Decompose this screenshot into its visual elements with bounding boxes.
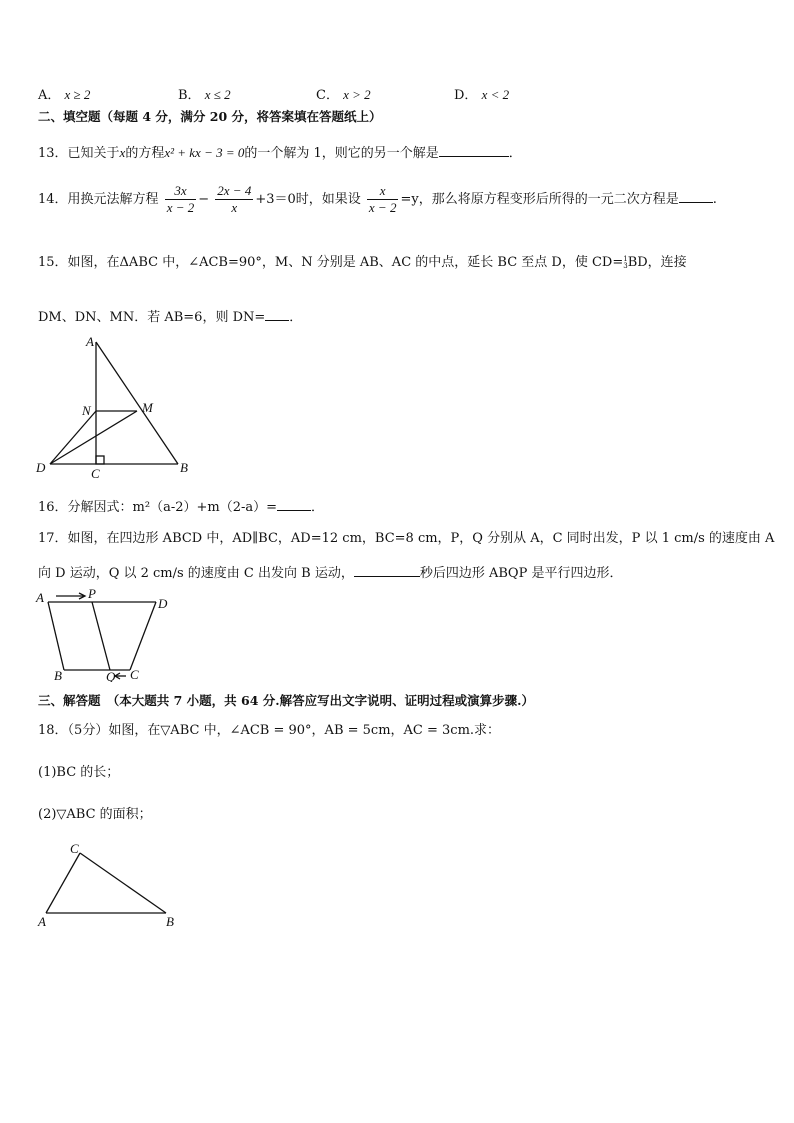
option-d: D． x < 2	[454, 87, 510, 103]
segment-ac	[46, 853, 80, 913]
question-17-line2: 向 D 运动，Q 以 2 cm/s 的速度由 C 出发向 B 运动， 秒后四边形 ABQP 是平行四边形．	[38, 562, 622, 583]
label-a: A	[38, 914, 46, 929]
segment-ab	[96, 342, 178, 464]
fraction: $\frac{2x - 4}{x}$	[217, 183, 252, 215]
question-13: 13．已知关于x的方程x² + kx − 3 = 0的一个解为 1，则它的另一个解是 ．	[38, 142, 522, 163]
right-angle-mark	[96, 456, 104, 464]
label-c: C	[70, 841, 79, 856]
label-b: B	[54, 668, 62, 682]
label-q: Q	[106, 669, 116, 682]
fraction: $\frac{x}{x - 2}$	[368, 183, 397, 215]
segment-ab	[48, 602, 64, 670]
question-14: 14．用换元法解方程 $\frac{3x}{x - 2}$ − $\frac{2x - 4}{x}$ +3＝0时，如果设 $\frac{x}{x - 2}$ =y，那么将原方程变形后所得的一元二次方程是 .	[38, 183, 717, 215]
segment-pq	[92, 602, 110, 670]
trapezoid-figure-17	[30, 586, 180, 682]
segment-dm	[50, 411, 137, 464]
section3-title: 三、解答题 （本大题共 7 小题，共 64 分.解答应写出文字说明、证明过程或演算步骤.）	[38, 693, 534, 708]
label-d: D	[36, 460, 46, 475]
segment-dc	[130, 602, 156, 670]
segment-dn	[50, 411, 96, 464]
answer-blank	[277, 496, 311, 511]
label-d: D	[158, 596, 168, 611]
section2-title: 二、填空题（每题 4 分，满分 20 分，将答案填在答题纸上）	[38, 109, 382, 124]
label-n: N	[82, 403, 91, 418]
question-18-line1: 18．（5分）如图，在▽ABC 中，∠ACB = 90°，AB = 5cm，AC = 3cm.求：	[38, 723, 501, 738]
label-a: A	[86, 334, 94, 349]
option-c: C． x > 2	[316, 87, 371, 103]
label-c: C	[130, 667, 139, 682]
fraction: $\frac{3x}{x - 2}$	[166, 183, 195, 215]
label-c: C	[91, 466, 100, 480]
triangle-figure-18	[34, 838, 184, 930]
question-15-line2: DM、DN、MN．若 AB=6，则 DN= ．	[38, 306, 302, 327]
label-m: M	[142, 400, 153, 415]
segment-cb	[80, 853, 166, 913]
question-15-line1: 15．如图，在ΔABC 中，∠ACB=90°，M、N 分别是 AB、AC 的中点，延长 BC 至点 D，使 CD= 1 3 BD，连接	[38, 254, 687, 270]
label-a: A	[36, 590, 44, 605]
label-b: B	[180, 460, 188, 475]
label-p: P	[88, 586, 96, 601]
answer-blank	[354, 562, 420, 577]
question-16: 16．分解因式：m²（a-2）+m（2-a）= ．	[38, 496, 324, 517]
answer-blank	[679, 188, 713, 203]
answer-blank	[439, 142, 509, 157]
question-18-part1: (1)BC 的长；	[38, 765, 120, 780]
triangle-figure-15	[30, 334, 200, 480]
question-18-part2: (2)▽ABC 的面积；	[38, 807, 152, 822]
option-a: A． x ≥ 2	[38, 87, 91, 103]
question-17-line1: 17．如图，在四边形 ABCD 中，AD∥BC，AD=12 cm，BC=8 cm，P，Q 分别从 A，C 同时出发，P 以 1 cm/s 的速度由 A	[38, 531, 775, 546]
option-b: B． x ≤ 2	[178, 87, 231, 103]
label-b: B	[166, 914, 174, 929]
answer-blank	[265, 306, 289, 321]
